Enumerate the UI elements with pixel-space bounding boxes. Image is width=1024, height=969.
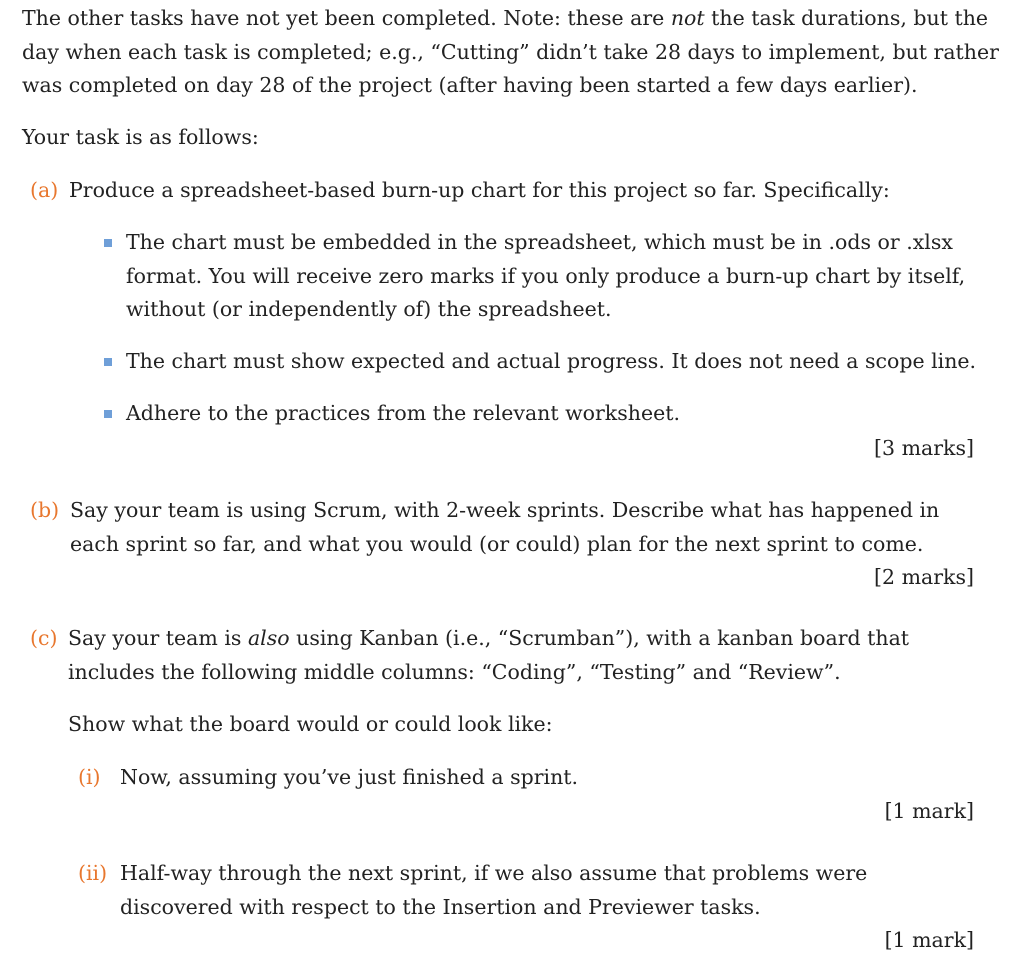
intro-text-2: the task durations, but the day when each task is completed; e.g., “Cutting” didn’t take 28 days to implement, but rather was completed on day 28 of the project (after having been started a few days earlier). (22, 6, 999, 97)
your-task-heading: Your task is as follows: (22, 125, 259, 149)
part-a-bullet-3: Adhere to the practices from the relevant worksheet. (126, 401, 680, 425)
part-a-label: (a) (30, 178, 59, 202)
part-c-emphasis: also (247, 626, 290, 650)
part-c-label: (c) (30, 626, 58, 650)
part-c-ii-label: (ii) (78, 861, 108, 885)
bullet-icon (104, 358, 112, 366)
bullet-icon (104, 410, 112, 418)
intro-text-1: The other tasks have not yet been completed. Note: these are (22, 6, 671, 30)
part-c-i-label: (i) (78, 765, 101, 789)
part-c-text-2: using Kanban (i.e., “Scrumban”), with a kanban board that includes the following middle columns: “Coding”, “Testing” and “Review”. (68, 626, 910, 684)
part-a-bullet-1: The chart must be embedded in the spreadsheet, which must be in .ods or .xlsx format. You will receive zero marks if you only produce a burn-up chart by itself, without (or independently of) the spreadsheet. (126, 230, 966, 321)
intro-emphasis: not (670, 6, 705, 30)
part-c-ii-text: Half-way through the next sprint, if we also assume that problems were discovered with respect to the Insertion and Previewer tasks. (120, 861, 868, 919)
part-a-marks: [3 marks] (874, 436, 974, 460)
part-b-text: Say your team is using Scrum, with 2-week sprints. Describe what has happened in each sprint so far, and what you would (or could) plan for the next sprint to come. (70, 498, 940, 556)
part-c-show-text: Show what the board would or could look like: (68, 712, 553, 736)
part-c-i-text: Now, assuming you’ve just finished a sprint. (120, 765, 579, 789)
part-a-bullet-2: The chart must show expected and actual progress. It does not need a scope line. (126, 349, 977, 373)
bullet-icon (104, 239, 112, 247)
part-c-ii-marks: [1 mark] (884, 928, 974, 952)
part-c-text (68, 622, 968, 689)
part-b-label: (b) (30, 498, 60, 522)
part-c-i-marks: [1 mark] (884, 799, 974, 823)
intro-paragraph (22, 2, 1012, 103)
part-a-text: Produce a spreadsheet-based burn-up chart for this project so far. Specifically: (69, 178, 890, 202)
part-c-text-1: Say your team is (68, 626, 248, 650)
part-b-marks: [2 marks] (874, 565, 974, 589)
